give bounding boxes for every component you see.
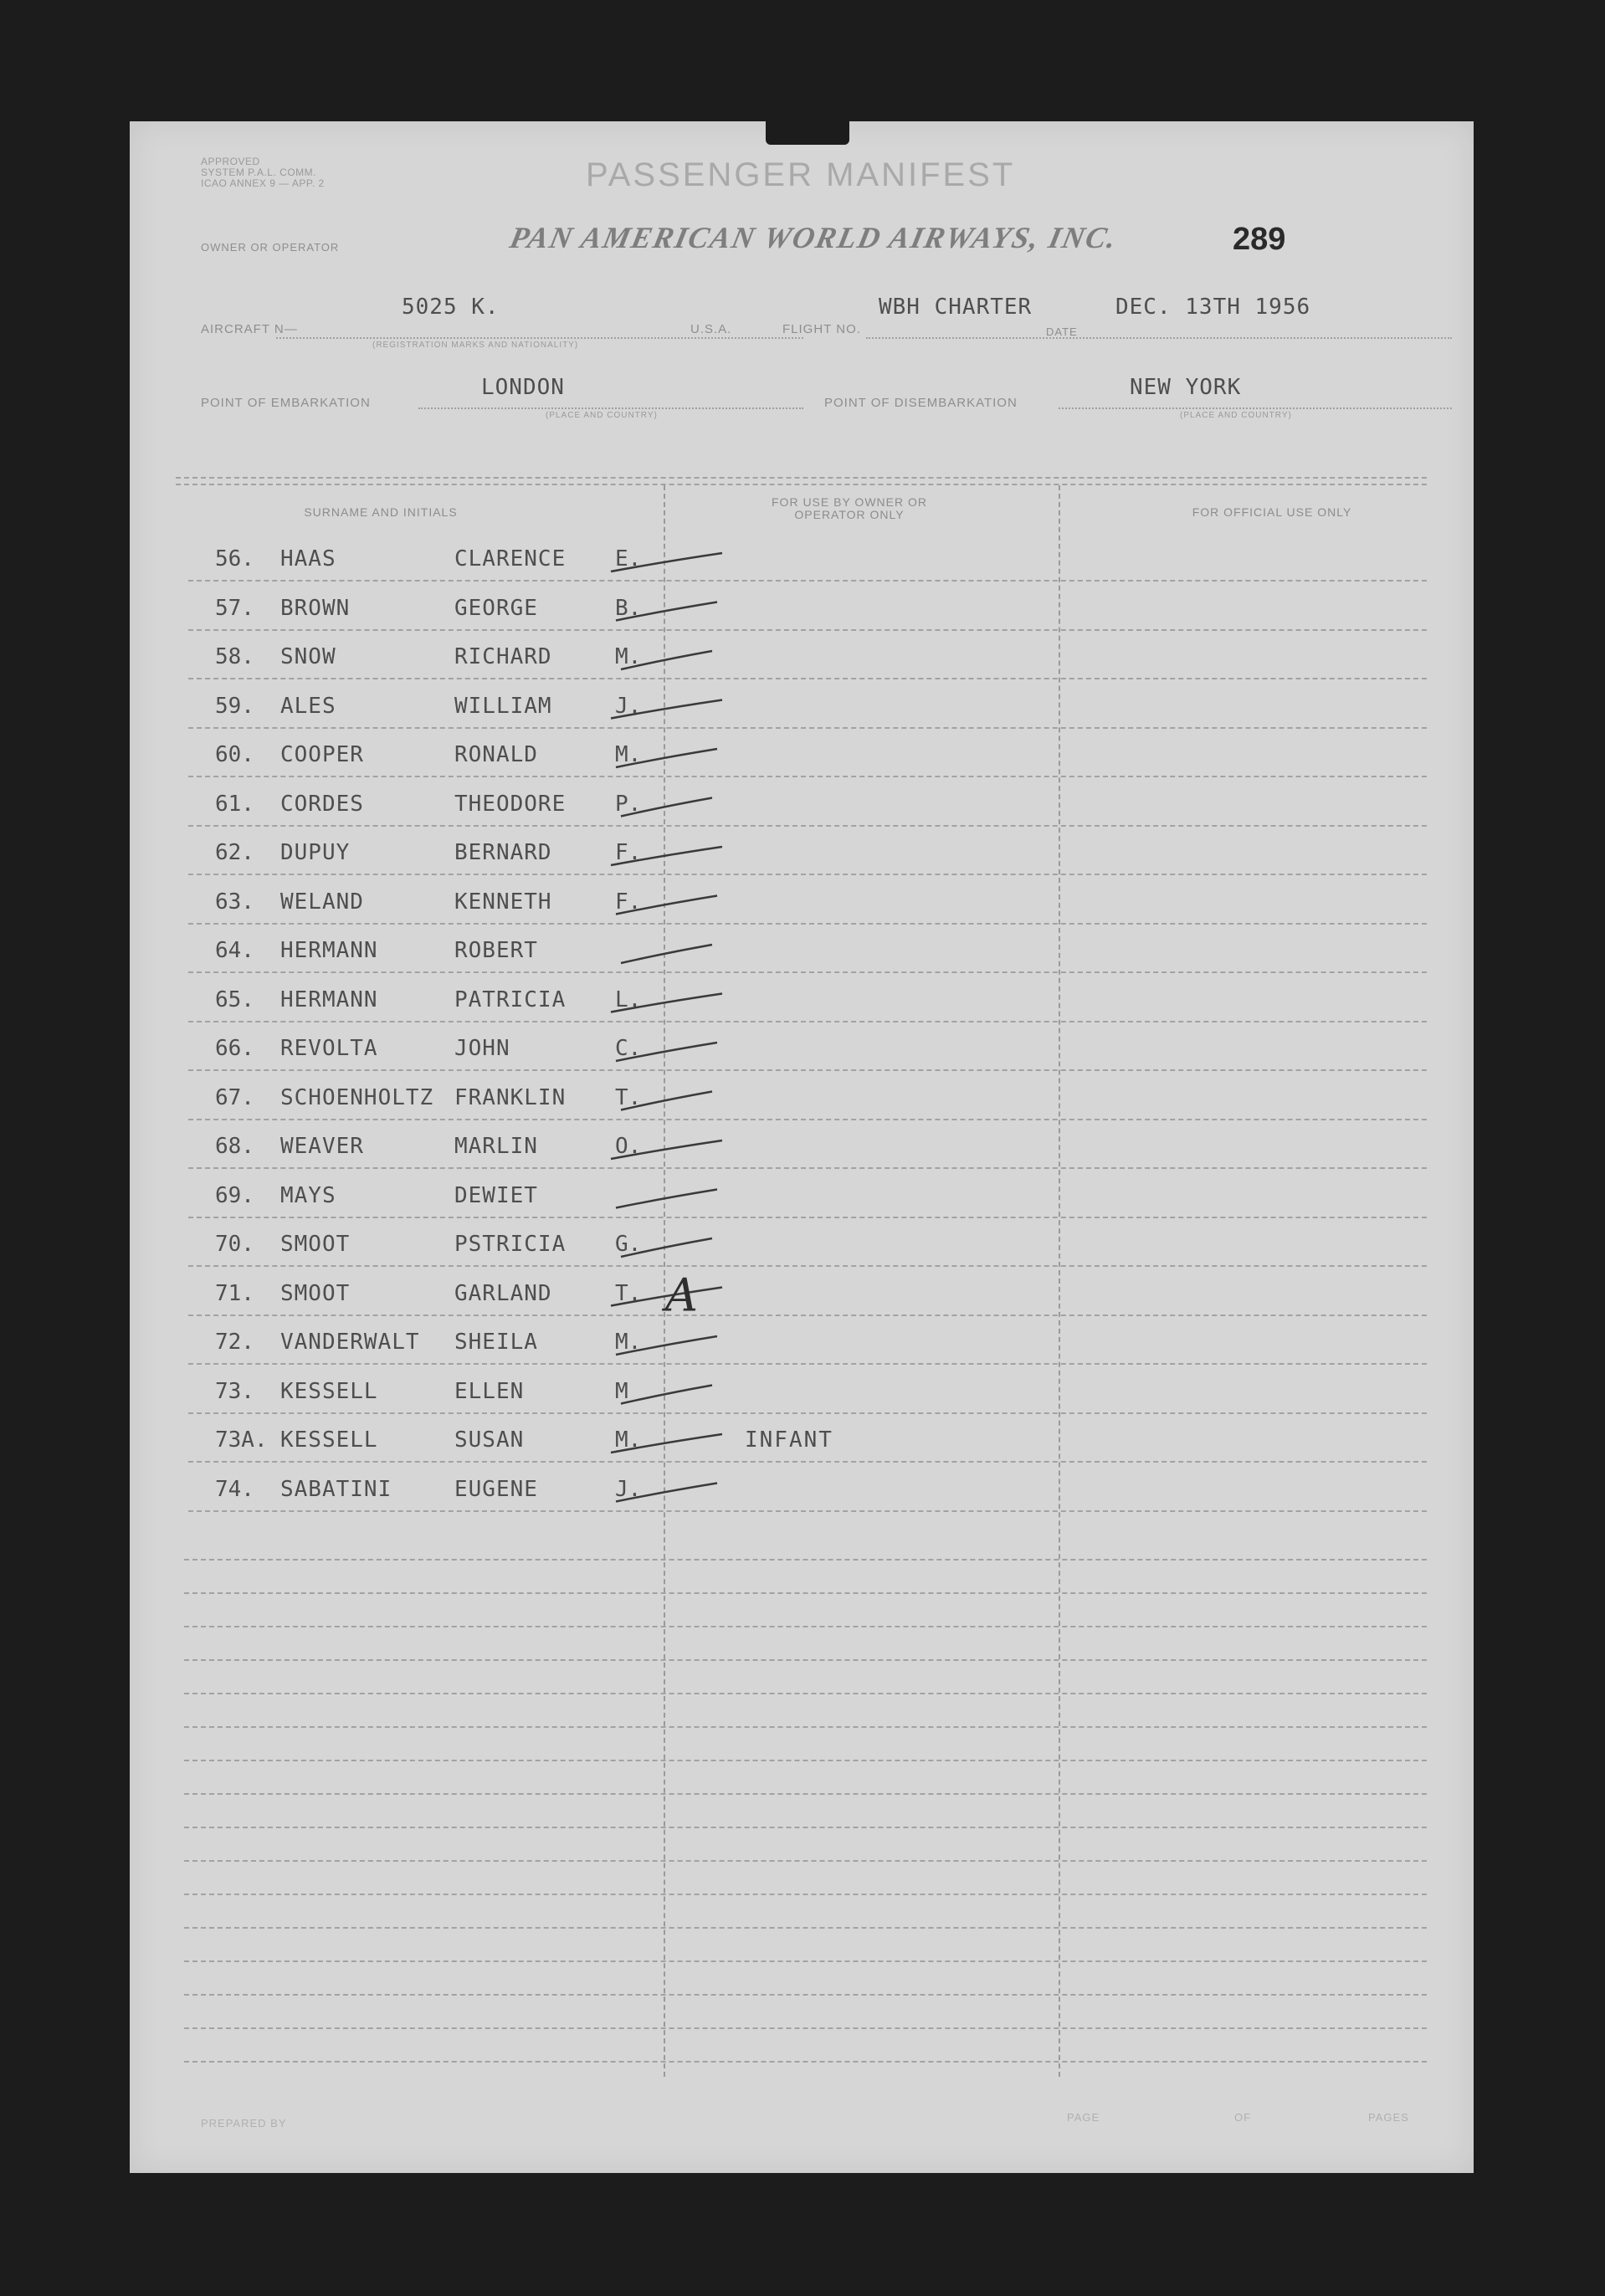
passenger-number: 68.: [215, 1134, 254, 1159]
passenger-number: 59.: [215, 693, 254, 719]
flight-label: FLIGHT NO.: [782, 322, 861, 336]
passenger-given-name: GARLAND: [454, 1280, 552, 1306]
passenger-surname: DUPUY: [280, 840, 351, 865]
passenger-initial: B.: [615, 595, 642, 621]
passenger-given-name: MARLIN: [454, 1134, 538, 1159]
passenger-initial: M.: [615, 742, 642, 767]
passenger-number: 67.: [215, 1084, 254, 1110]
passenger-number: 65.: [215, 987, 254, 1012]
passenger-given-name: PATRICIA: [454, 987, 567, 1012]
passenger-initial: M.: [615, 1427, 642, 1453]
passenger-surname: MAYS: [280, 1182, 336, 1208]
passenger-number: 73A.: [215, 1427, 268, 1453]
passenger-given-name: PSTRICIA: [454, 1232, 567, 1257]
handwritten-letter: A: [665, 1268, 698, 1322]
passenger-given-name: RICHARD: [454, 644, 552, 669]
passenger-given-name: SUSAN: [454, 1427, 525, 1453]
aircraft-value: 5025 K.: [402, 295, 500, 320]
passenger-given-name: CLARENCE: [454, 546, 567, 571]
page-label: PAGE: [1067, 2111, 1100, 2124]
passenger-number: 60.: [215, 742, 254, 767]
pages-label: PAGES: [1368, 2111, 1409, 2124]
check-stroke: [611, 994, 722, 1012]
handwritten-checkmarks: [130, 121, 1474, 2173]
passenger-initial: J.: [615, 1476, 642, 1502]
passenger-surname: SABATINI: [280, 1476, 392, 1502]
check-stroke: [616, 602, 717, 621]
disembark-label: POINT OF DISEMBARKATION: [824, 396, 1018, 410]
check-stroke: [611, 1434, 722, 1453]
passenger-surname: SCHOENHOLTZ: [280, 1084, 434, 1110]
passenger-given-name: ELLEN: [454, 1378, 525, 1404]
passenger-initial: C.: [615, 1036, 642, 1061]
passenger-surname: HERMANN: [280, 987, 378, 1012]
passenger-surname: BROWN: [280, 595, 351, 621]
passenger-surname: WELAND: [280, 889, 364, 915]
check-stroke: [616, 749, 717, 767]
check-stroke: [611, 847, 722, 865]
passenger-surname: ALES: [280, 693, 336, 719]
passenger-surname: SNOW: [280, 644, 336, 669]
approval-line: SYSTEM P.A.L. COMM.: [201, 167, 316, 178]
passenger-number: 57.: [215, 595, 254, 621]
passenger-surname: SMOOT: [280, 1280, 351, 1306]
passenger-initial: M: [615, 1378, 628, 1404]
passenger-initial: J.: [615, 693, 642, 719]
passenger-number: 70.: [215, 1232, 254, 1257]
approval-line: APPROVED: [201, 156, 260, 167]
manifest-page: [130, 121, 1474, 2173]
embark-value: LONDON: [481, 375, 565, 400]
passenger-initial: E.: [615, 546, 642, 571]
page-number: 289: [1233, 222, 1286, 257]
registration-note: (REGISTRATION MARKS AND NATIONALITY): [372, 341, 579, 350]
passenger-given-name: BERNARD: [454, 840, 552, 865]
passenger-surname: VANDERWALT: [280, 1330, 420, 1355]
check-stroke: [611, 1140, 722, 1159]
passenger-note: INFANT: [745, 1427, 833, 1453]
passenger-surname: HAAS: [280, 546, 336, 571]
check-stroke: [611, 553, 722, 571]
check-stroke: [616, 1190, 717, 1208]
passenger-surname: COOPER: [280, 742, 364, 767]
passenger-number: 69.: [215, 1182, 254, 1208]
passenger-number: 62.: [215, 840, 254, 865]
passenger-given-name: RONALD: [454, 742, 538, 767]
passenger-initial: T.: [615, 1084, 642, 1110]
passenger-initial: L.: [615, 987, 642, 1012]
passenger-given-name: ROBERT: [454, 938, 538, 963]
passenger-surname: REVOLTA: [280, 1036, 378, 1061]
check-stroke: [616, 1336, 717, 1355]
embark-label: POINT OF EMBARKATION: [201, 396, 371, 410]
passenger-given-name: WILLIAM: [454, 693, 552, 719]
check-stroke: [616, 896, 717, 915]
passenger-given-name: KENNETH: [454, 889, 552, 915]
passenger-given-name: THEODORE: [454, 791, 567, 817]
check-stroke: [621, 798, 712, 817]
passenger-initial: F.: [615, 840, 642, 865]
usa-label: U.S.A.: [690, 322, 732, 336]
passenger-number: 66.: [215, 1036, 254, 1061]
passenger-number: 58.: [215, 644, 254, 669]
check-stroke: [616, 1484, 717, 1502]
passenger-surname: HERMANN: [280, 938, 378, 963]
passenger-initial: G.: [615, 1232, 642, 1257]
passenger-initial: M.: [615, 644, 642, 669]
passenger-given-name: GEORGE: [454, 595, 538, 621]
check-stroke: [621, 945, 712, 963]
check-stroke: [621, 1238, 712, 1257]
passenger-given-name: DEWIET: [454, 1182, 538, 1208]
passenger-number: 64.: [215, 938, 254, 963]
place-note-1: (PLACE AND COUNTRY): [546, 411, 658, 420]
passenger-number: 56.: [215, 546, 254, 571]
check-stroke: [616, 1043, 717, 1061]
passenger-initial: T.: [615, 1280, 642, 1306]
passenger-initial: F.: [615, 889, 642, 915]
passenger-surname: CORDES: [280, 791, 364, 817]
passenger-number: 61.: [215, 791, 254, 817]
passenger-surname: WEAVER: [280, 1134, 364, 1159]
passenger-given-name: JOHN: [454, 1036, 510, 1061]
passenger-initial: M.: [615, 1330, 642, 1355]
column-header-surname: SURNAME AND INITIALS: [304, 505, 458, 519]
column-header-official: FOR OFFICIAL USE ONLY: [1192, 505, 1352, 519]
passenger-number: 73.: [215, 1378, 254, 1404]
passenger-number: 74.: [215, 1476, 254, 1502]
passenger-number: 71.: [215, 1280, 254, 1306]
place-note-2: (PLACE AND COUNTRY): [1180, 411, 1292, 420]
passenger-number: 72.: [215, 1330, 254, 1355]
check-stroke: [621, 1386, 712, 1404]
aircraft-label: AIRCRAFT N—: [201, 322, 298, 336]
check-stroke: [621, 1092, 712, 1110]
passenger-surname: KESSELL: [280, 1378, 378, 1404]
passenger-given-name: FRANKLIN: [454, 1084, 567, 1110]
passenger-given-name: EUGENE: [454, 1476, 538, 1502]
passenger-initial: O.: [615, 1134, 642, 1159]
prepared-by-label: PREPARED BY: [201, 2117, 287, 2129]
passenger-number: 63.: [215, 889, 254, 915]
disembark-value: NEW YORK: [1130, 375, 1242, 400]
document-title: PASSENGER MANIFEST: [586, 156, 1016, 193]
passenger-surname: KESSELL: [280, 1427, 378, 1453]
passenger-initial: P.: [615, 791, 642, 817]
airline-name: PAN AMERICAN WORLD AIRWAYS, INC.: [506, 221, 1121, 254]
date-value: DEC. 13TH 1956: [1115, 295, 1311, 320]
passenger-given-name: SHEILA: [454, 1330, 538, 1355]
column-header-operator: FOR USE BY OWNER OR OPERATOR ONLY: [772, 495, 927, 521]
of-label: OF: [1234, 2111, 1252, 2124]
owner-label: OWNER OR OPERATOR: [201, 241, 340, 254]
passenger-surname: SMOOT: [280, 1232, 351, 1257]
check-stroke: [611, 700, 722, 719]
flight-value: WBH CHARTER: [879, 295, 1033, 320]
date-label: DATE: [1046, 325, 1078, 338]
approval-line: ICAO ANNEX 9 — APP. 2: [201, 177, 325, 189]
check-stroke: [621, 651, 712, 669]
